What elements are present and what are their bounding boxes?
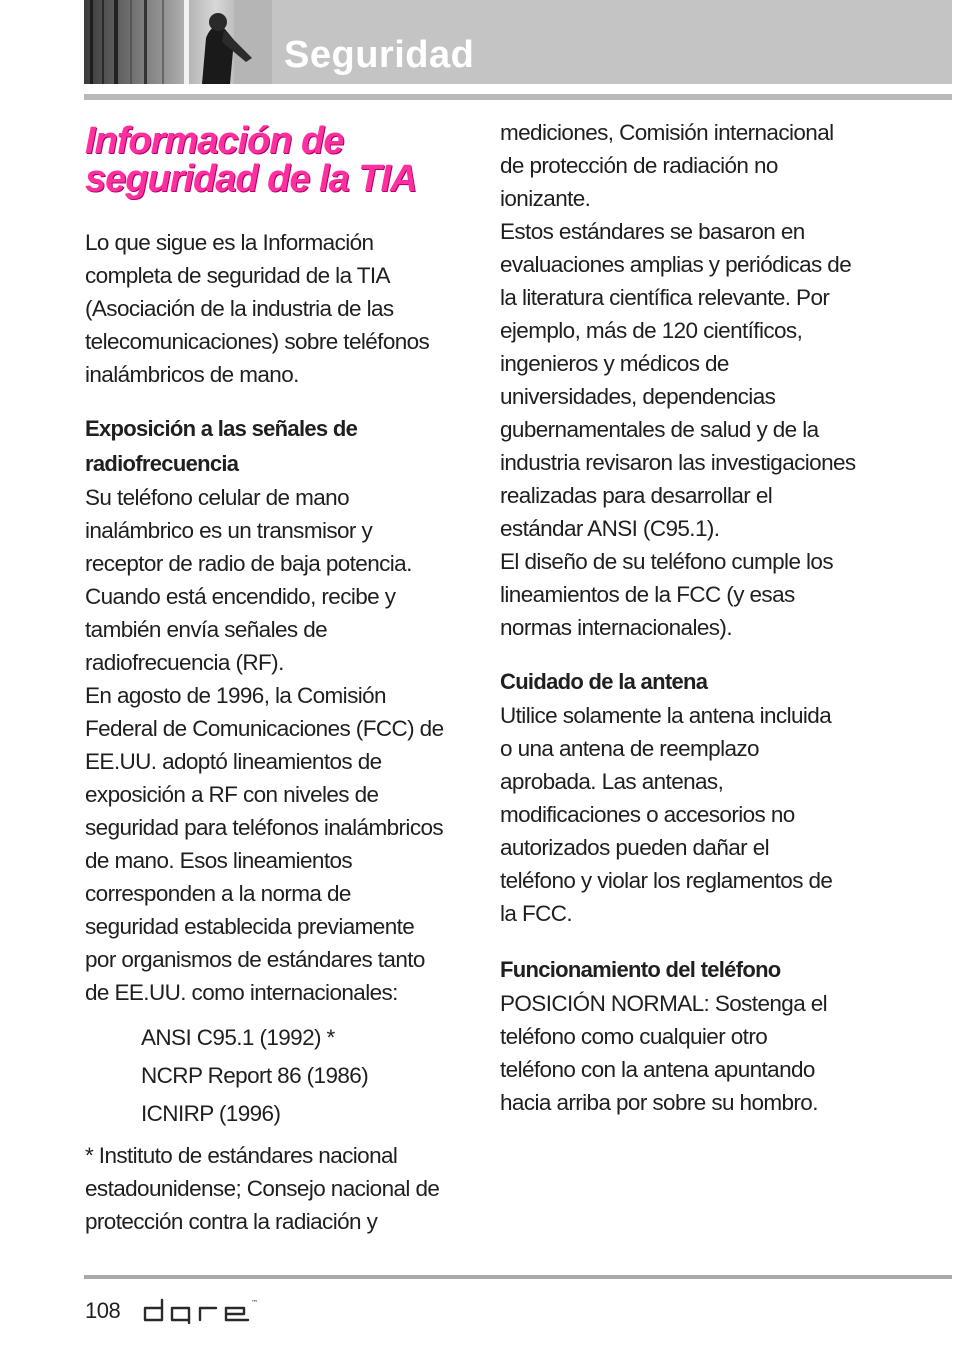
text-line: modificaciones o accesorios no [500,802,795,827]
text-line: industria revisaron las investigaciones [500,450,856,475]
antenna-care-heading: Cuidado de la antena [500,669,708,694]
text-line: radiofrecuencia (RF). [85,650,284,675]
text-line: realizadas para desarrollar el [500,483,773,508]
text-line: El diseño de su teléfono cumple los [500,549,833,574]
text-line: por organismos de estándares tanto [85,947,425,972]
page-number: 108 [85,1298,121,1323]
text-line: ingenieros y médicos de [500,351,729,376]
dare-logo [142,1296,260,1326]
text-line: normas internacionales). [500,615,732,640]
text-line: Utilice solamente la antena incluida [500,703,832,728]
text-line: Cuando está encendido, recibe y [85,584,396,609]
text-line: evaluaciones amplias y periódicas de [500,252,852,277]
header-photo-graphic [84,0,272,84]
text-line: estándar ANSI (C95.1). [500,516,720,541]
text-line: de EE.UU. como internacionales: [85,980,398,1005]
continuation-paragraph [500,116,872,644]
text-line: Su teléfono celular de mano [85,485,349,510]
intro-paragraph [85,226,455,391]
subheading-line: Exposición a las señales de [85,416,358,441]
text-line: completa de seguridad de la TIA [85,263,390,288]
text-line: también envía señales de [85,617,328,642]
text-line: ionizante. [500,186,591,211]
text-line: o una antena de reemplazo [500,736,759,761]
text-line: de mano. Esos lineamientos [85,848,353,873]
antenna-care-paragraph [500,699,872,930]
header-photo [84,0,272,84]
text-line: corresponden a la norma de [85,881,351,906]
text-line: teléfono y violar los reglamentos de [500,868,833,893]
subheading-line: radiofrecuencia [85,451,239,476]
text-line: telecomunicaciones) sobre teléfonos [85,329,430,354]
text-line: receptor de radio de baja potencia. [85,551,412,576]
text-line: universidades, dependencias [500,384,776,409]
standards-list [141,1019,455,1133]
page-heading-line: Información de [85,120,344,162]
text-line: de protección de radiación no [500,153,778,178]
text-line: ejemplo, más de 120 científicos, [500,318,803,343]
phone-operation-paragraph [500,987,872,1119]
rf-exposure-heading [85,411,455,481]
left-column [85,112,455,1238]
text-line: Estos estándares se basaron en [500,219,805,244]
text-line: Federal de Comunicaciones (FCC) de [85,716,444,741]
text-line: EE.UU. adoptó lineamientos de [85,749,382,774]
text-line: lineamientos de la FCC (y esas [500,582,795,607]
text-line: mediciones, Comisión internacional [500,120,834,145]
page-heading-line: seguridad de la TIA [85,158,417,200]
footnote [85,1139,455,1238]
text-line: * Instituto de estándares nacional [85,1143,398,1168]
rf-exposure-paragraph [85,481,455,1009]
text-line: gubernamentales de salud y de la [500,417,819,442]
text-line: inalámbrico es un transmisor y [85,518,373,543]
standards-list-item: NCRP Report 86 (1986) [141,1063,369,1088]
text-line: Lo que sigue es la Información [85,230,374,255]
text-line: la literatura científica relevante. Por [500,285,830,310]
right-column [500,116,872,1119]
text-line: hacia arriba por sobre su hombro. [500,1090,818,1115]
text-line: protección contra la radiación y [85,1209,378,1234]
text-line: teléfono como cualquier otro [500,1024,768,1049]
header-divider [84,94,952,100]
standards-list-item: ICNIRP (1996) [141,1101,281,1126]
text-line: exposición a RF con niveles de [85,782,379,807]
text-line: En agosto de 1996, la Comisión [85,683,386,708]
text-line: (Asociación de la industria de las [85,296,394,321]
text-line: POSICIÓN NORMAL: Sostenga el [500,991,828,1016]
phone-operation-heading: Funcionamiento del teléfono [500,957,781,982]
text-line: seguridad establecida previamente [85,914,415,939]
text-line: autorizados pueden dañar el [500,835,770,860]
text-line: la FCC. [500,901,573,926]
text-line: estadounidense; Consejo nacional de [85,1176,440,1201]
text-line: aprobada. Las antenas, [500,769,724,794]
trademark-symbol: ™ [251,1299,258,1307]
text-line: inalámbricos de mano. [85,362,299,387]
standards-list-item: ANSI C95.1 (1992) * [141,1025,335,1050]
page-heading [85,122,455,198]
text-line: seguridad para teléfonos inalámbricos [85,815,444,840]
section-title: Seguridad [284,34,475,76]
footer-divider [84,1275,952,1279]
text-line: teléfono con la antena apuntando [500,1057,815,1082]
